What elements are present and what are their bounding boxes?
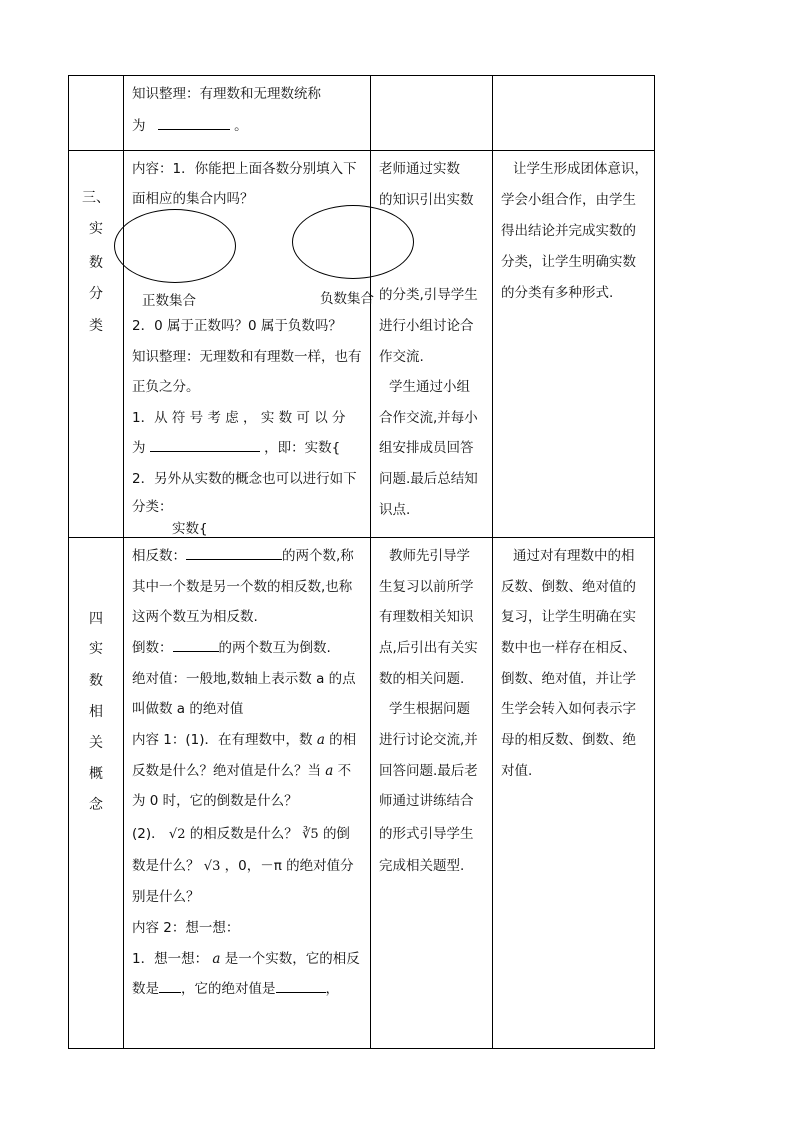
section-cell <box>69 151 124 538</box>
content-line <box>132 822 350 842</box>
goal-cell-empty <box>493 76 655 151</box>
text-fragment: 相反数： <box>132 548 186 564</box>
activity-line: 进行讨论交流,并 <box>379 732 478 748</box>
content-line <box>132 854 354 874</box>
text-fragment: 倒数： <box>132 640 173 656</box>
content-line <box>132 114 248 134</box>
goal-cell <box>493 151 655 538</box>
cbrt-5-formula: ∛5 <box>302 827 319 842</box>
activity-line: 完成相关题型. <box>379 858 465 874</box>
content-line <box>132 947 360 967</box>
text-fragment: 为 <box>132 440 146 456</box>
content-line: 内容 2：想一想： <box>132 920 240 936</box>
positive-set-ellipse <box>114 209 236 283</box>
text-fragment: ，即：实数{ <box>264 440 341 456</box>
section-char: 类 <box>89 318 103 334</box>
content-line <box>132 759 351 779</box>
text-fragment: 数是什么？ <box>132 858 200 874</box>
content-line <box>132 544 354 564</box>
activity-line: 的知识引出实数 <box>379 192 474 208</box>
goal-line: 的分类有多种形式. <box>501 285 614 301</box>
content-line <box>132 636 331 656</box>
activity-line: 生复习以前所学 <box>379 579 474 595</box>
math-variable: a <box>212 951 221 967</box>
content-line: 内容：1．你能把上面各数分别填入下 <box>132 161 357 177</box>
fill-blank <box>276 980 326 993</box>
fill-blank <box>158 117 230 130</box>
section-char: 四 <box>89 611 103 627</box>
text-fragment: 内容 1：(1)．在有理数中，数 <box>132 732 313 748</box>
activity-line: 识点. <box>379 502 411 518</box>
goal-line: 让学生形成团体意识， <box>513 161 648 177</box>
fill-blank <box>173 639 219 652</box>
table-row-real-number-classification <box>69 151 655 538</box>
content-line: 知识整理：无理数和有理数一样，也有 <box>132 349 362 365</box>
goal-line: 生学会转入如何表示字 <box>501 701 636 717</box>
activity-line: 问题.最后总结知 <box>379 471 478 487</box>
goal-line: 数中也一样存在相反、 <box>501 640 636 656</box>
content-line: 实数{ <box>172 521 208 537</box>
activity-cell-empty <box>371 76 493 151</box>
text-fragment: 1．想一想： <box>132 951 209 967</box>
table-row-knowledge-summary <box>69 76 655 151</box>
text-fragment: 的两个数互为倒数. <box>218 640 331 656</box>
content-line <box>132 436 340 456</box>
content-line: 面相应的集合内吗？ <box>132 191 254 207</box>
text-fragment: 反数是什么？绝对值是什么？当 <box>132 763 321 779</box>
text-fragment: 的相 <box>329 732 357 748</box>
content-line: 为 0 时，它的倒数是什么？ <box>132 793 298 809</box>
goal-line: 倒数、绝对值，并让学 <box>501 671 636 687</box>
content-line <box>132 728 356 748</box>
activity-line: 学生根据问题 <box>389 701 470 717</box>
activity-line: 有理数相关知识 <box>379 609 474 625</box>
content-line: 其中一个数是另一个数的相反数,也称 <box>132 579 353 595</box>
activity-line: 老师通过实数 <box>379 161 460 177</box>
sqrt-3-formula: √3 <box>203 859 221 874</box>
sqrt-2-formula: √2 <box>168 827 186 842</box>
text-fragment: 数是 <box>132 981 159 997</box>
goal-line: 对值. <box>501 763 533 779</box>
fill-blank <box>159 980 181 993</box>
content-cell <box>124 151 374 538</box>
content-line <box>132 977 339 997</box>
goal-line: 复习，让学生明确在实 <box>501 609 636 625</box>
goal-line: 母的相反数、倒数、绝 <box>501 732 636 748</box>
text-fragment: 。 <box>234 118 248 134</box>
section-char: 念 <box>89 797 103 813</box>
activity-line: 学生通过小组 <box>389 379 470 395</box>
section-char: 三、 <box>82 190 110 206</box>
text-fragment: 为 <box>132 118 146 134</box>
goal-line: 分类，让学生明确实数 <box>501 254 636 270</box>
math-variable: a <box>325 763 334 779</box>
text-fragment: ，0，－π 的绝对值分 <box>224 858 354 874</box>
section-char: 实 <box>89 641 103 657</box>
activity-line: 师通过讲练结合 <box>379 793 474 809</box>
activity-line: 合作交流,并每小 <box>379 410 478 426</box>
content-line: 2．0 属于正数吗？0 属于负数吗？ <box>132 318 342 334</box>
table-row-related-concepts <box>69 538 655 1049</box>
activity-cell <box>371 538 493 1049</box>
content-line: 分类： <box>132 499 173 515</box>
activity-line: 的形式引导学生 <box>379 826 474 842</box>
section-char: 数 <box>89 255 103 271</box>
lesson-plan-table <box>68 75 655 1049</box>
content-line: 绝对值：一般地,数轴上表示数 a 的点 <box>132 671 356 687</box>
content-line: 正负之分。 <box>132 379 200 395</box>
activity-line: 回答问题.最后老 <box>379 763 478 779</box>
text-fragment: 的倒 <box>322 826 350 842</box>
text-fragment: 的两个数,称 <box>282 548 354 564</box>
fill-blank <box>186 547 282 560</box>
content-line: 1．从 符 号 考 虑 ， 实 数 可 以 分 <box>132 410 346 426</box>
activity-line: 点,后引出有关实 <box>379 640 478 656</box>
text-fragment: 不 <box>337 763 352 779</box>
positive-set-label: 正数集合 <box>142 293 196 309</box>
activity-cell <box>371 151 493 538</box>
text-fragment: 是一个实数，它的相反 <box>224 951 360 967</box>
goal-line: 得出结论并完成实数的 <box>501 223 636 239</box>
content-line: 这两个数互为相反数. <box>132 609 258 625</box>
section-char: 分 <box>89 286 103 302</box>
activity-line: 的分类,引导学生 <box>379 287 478 303</box>
section-cell-empty <box>69 76 124 151</box>
section-cell <box>69 538 124 1049</box>
content-cell <box>124 76 371 151</box>
section-char: 相 <box>89 704 103 720</box>
goal-line: 学会小组合作，由学生 <box>501 192 636 208</box>
math-variable: a <box>316 732 325 748</box>
text-fragment: (2)． <box>132 826 165 842</box>
content-cell <box>124 538 371 1049</box>
text-fragment: ， <box>325 981 339 997</box>
content-line: 2．另外从实数的概念也可以进行如下 <box>132 471 357 487</box>
negative-set-label: 负数集合 <box>320 291 374 307</box>
fill-blank <box>150 439 260 452</box>
content-line: 叫做数 a 的绝对值 <box>132 701 244 717</box>
section-char: 概 <box>89 766 103 782</box>
goal-line: 反数、倒数、绝对值的 <box>501 579 636 595</box>
activity-line: 进行小组讨论合 <box>379 318 474 334</box>
content-line: 知识整理：有理数和无理数统称 <box>132 86 321 102</box>
activity-line: 作交流. <box>379 349 424 365</box>
activity-line: 教师先引导学 <box>389 548 470 564</box>
activity-line: 数的相关问题. <box>379 671 465 687</box>
goal-line: 通过对有理数中的相 <box>513 548 635 564</box>
content-line: 别是什么？ <box>132 889 200 905</box>
section-char: 数 <box>89 673 103 689</box>
section-char: 实 <box>89 221 103 237</box>
section-char: 关 <box>89 735 103 751</box>
text-fragment: ，它的绝对值是 <box>181 981 276 997</box>
text-fragment: 的相反数是什么？ <box>189 826 298 842</box>
goal-cell <box>493 538 655 1049</box>
activity-line: 组安排成员回答 <box>379 440 474 456</box>
